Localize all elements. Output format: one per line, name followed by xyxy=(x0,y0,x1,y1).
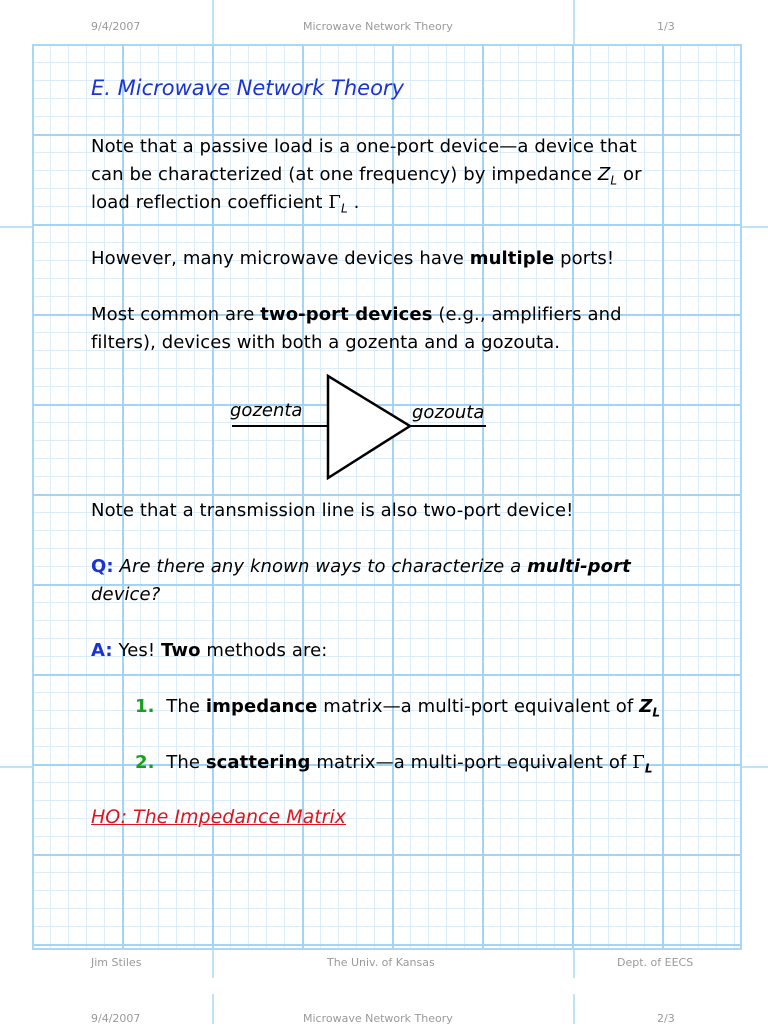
paragraph-multiple-ports: However, many microwave devices have multiple ports! xyxy=(91,248,615,269)
section-title: E. Microwave Network Theory xyxy=(91,76,404,100)
next-header-page-number: 2/3 xyxy=(657,1012,675,1025)
gozouta-label: gozouta xyxy=(412,402,485,423)
page-header xyxy=(0,16,768,36)
header-date: 9/4/2007 xyxy=(91,20,141,33)
paragraph-transmission-line: Note that a transmission line is also two-port device! xyxy=(91,500,574,521)
grid-line xyxy=(738,766,768,768)
question-label: Q: xyxy=(91,556,114,577)
question: Q: Are there any known ways to characterize a multi-port xyxy=(91,556,631,577)
list-item-scattering-matrix: 2. The scattering matrix—a multi-port equivalent of $\Gamma_L$ xyxy=(135,752,653,776)
grid-line xyxy=(738,226,768,228)
next-header-date: 9/4/2007 xyxy=(91,1012,141,1025)
amplifier-diagram xyxy=(228,372,492,484)
header-page-number: 1/3 xyxy=(657,20,675,33)
paragraph-passive-load-line1: Note that a passive load is a one-port device—a device that xyxy=(91,136,637,157)
gamma-symbol: Γ xyxy=(328,192,341,213)
amplifier-triangle-icon xyxy=(328,376,410,478)
answer: A: Yes! Two methods are: xyxy=(91,640,328,661)
paragraph-passive-load-line3: load reflection coefficient $\Gamma_L$ . xyxy=(91,192,360,216)
gozenta-label: gozenta xyxy=(230,400,303,421)
impedance-symbol: Z xyxy=(597,164,611,185)
paragraph-two-port-line1: Most common are two-port devices (e.g., amplifiers and xyxy=(91,304,622,325)
footer-author: Jim Stiles xyxy=(91,956,142,969)
grid-line xyxy=(0,766,32,768)
footer-department: Dept. of EECS xyxy=(617,956,694,969)
paragraph-two-port-line2: filters), devices with both a gozenta and a gozouta. xyxy=(91,332,561,353)
answer-label: A: xyxy=(91,640,113,661)
list-item-impedance-matrix: 1. The impedance matrix—a multi-port equivalent of $Z_L$ xyxy=(135,696,661,720)
next-header-title: Microwave Network Theory xyxy=(303,1012,453,1025)
handout-link[interactable]: HO: The Impedance Matrix xyxy=(91,806,347,828)
paragraph-passive-load-line2: can be characterized (at one frequency) by impedance $Z_L$ or xyxy=(91,164,642,188)
header-title: Microwave Network Theory xyxy=(303,20,453,33)
footer-university: The Univ. of Kansas xyxy=(327,956,435,969)
grid-line xyxy=(0,226,32,228)
question-line2: device? xyxy=(91,584,161,605)
grid-line xyxy=(212,0,214,44)
grid-line xyxy=(573,0,575,44)
page-footer xyxy=(0,952,768,972)
next-page-header xyxy=(0,1008,768,1028)
